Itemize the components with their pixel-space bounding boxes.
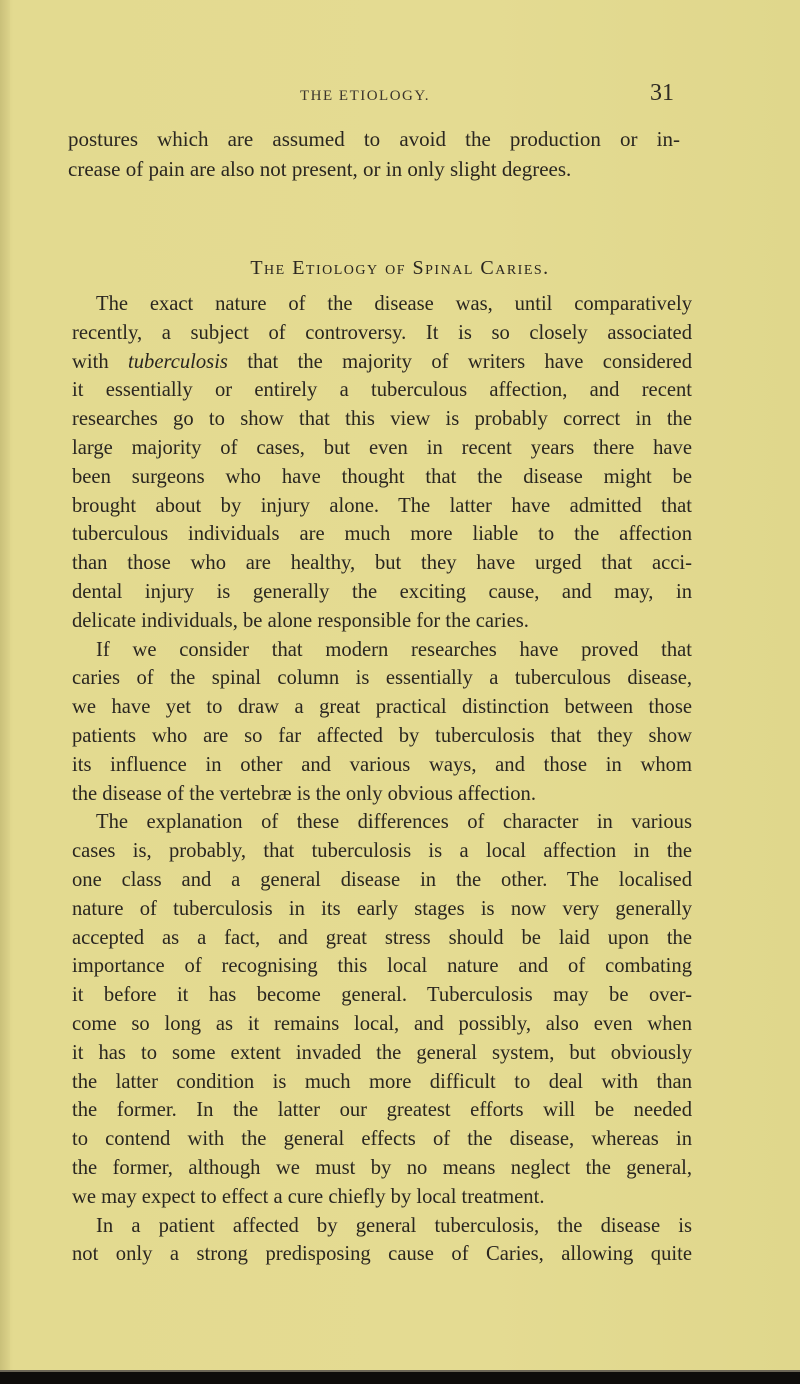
- text-line: In a patient affected by general tuberculosis, the disease is: [96, 1214, 692, 1237]
- text-line: the former. In the latter our greatest efforts will be needed: [72, 1099, 692, 1122]
- text-line: accepted as a fact, and great stress should be laid upon the: [72, 926, 692, 949]
- text-line: brought about by injury alone. The latter have admitted that: [72, 494, 692, 517]
- text-line-with-italic: [72, 348, 692, 377]
- text-line: it essentially or entirely a tuberculous affection, and recent: [72, 379, 692, 402]
- text-line: come so long as it remains local, and possibly, also even when: [72, 1012, 692, 1035]
- text-line: If we consider that modern researches have proved that: [96, 638, 692, 661]
- text-line: to contend with the general effects of the disease, whereas in: [72, 1128, 692, 1151]
- text-line: The exact nature of the disease was, until comparatively: [96, 293, 692, 315]
- text-line: been surgeons who have thought that the disease might be: [72, 465, 692, 488]
- text-line: not only a strong predisposing cause of Caries, allowing quite: [72, 1243, 692, 1266]
- text-line: cases is, probably, that tuberculosis is a local affection in the: [72, 840, 692, 863]
- text-line: than those who are healthy, but they have urged that acci-: [72, 552, 692, 575]
- running-title: THE ETIOLOGY.: [300, 88, 431, 104]
- paragraph-1: [72, 290, 692, 636]
- text-line: postures which are assumed to avoid the production or in-: [68, 127, 680, 151]
- running-head: [0, 80, 800, 110]
- text-line: large majority of cases, but even in recent years there have: [72, 436, 692, 459]
- paragraph-2: [72, 636, 692, 809]
- text-line: patients who are so far affected by tuberculosis that they show: [72, 724, 692, 747]
- text-line: the former, although we must by no means neglect the general,: [72, 1156, 692, 1179]
- text-line: one class and a general disease in the other. The localised: [72, 868, 692, 891]
- text-line: the latter condition is much more difficult to deal with than: [72, 1070, 692, 1093]
- body-text: [72, 290, 692, 1269]
- text-line: it before it has become general. Tuberculosis may be over-: [72, 984, 692, 1007]
- text-fragment: with: [72, 350, 129, 373]
- continued-paragraph: [68, 124, 680, 184]
- italic-term: tuberculosis: [128, 350, 228, 373]
- scan-bottom-border: [0, 1370, 800, 1384]
- text-line: researches go to show that this view is probably correct in the: [72, 408, 692, 431]
- text-line: recently, a subject of controversy. It is so closely associated: [72, 321, 692, 344]
- section-heading: The Etiology of Spinal Caries.: [250, 257, 550, 279]
- paragraph-4: [72, 1212, 692, 1270]
- text-line: it has to some extent invaded the general system, but obviously: [72, 1041, 692, 1064]
- text-line: we may expect to effect a cure chiefly by local treatment.: [72, 1185, 545, 1208]
- text-line: we have yet to draw a great practical distinction between those: [72, 696, 692, 719]
- text-line: The explanation of these differences of character in various: [96, 811, 692, 834]
- text-line: crease of pain are also not present, or in only slight degrees.: [68, 157, 572, 181]
- text-line: dental injury is generally the exciting cause, and may, in: [72, 580, 692, 603]
- text-line: delicate individuals, be alone responsible for the caries.: [72, 609, 529, 632]
- text-line: importance of recognising this local nature and of combating: [72, 955, 692, 978]
- text-line: tuberculous individuals are much more liable to the affection: [72, 523, 692, 546]
- text-fragment: that the majority of writers have considered: [227, 350, 692, 373]
- text-line: its influence in other and various ways, and those in whom: [72, 753, 692, 776]
- page-gutter-edge: [0, 0, 10, 1370]
- paragraph-3: [72, 808, 692, 1211]
- text-line: the disease of the vertebræ is the only obvious affection.: [72, 782, 537, 805]
- text-line: nature of tuberculosis in its early stages is now very generally: [72, 897, 692, 920]
- text-line: caries of the spinal column is essentially a tuberculous disease,: [72, 667, 692, 690]
- page-number: 31: [650, 80, 674, 106]
